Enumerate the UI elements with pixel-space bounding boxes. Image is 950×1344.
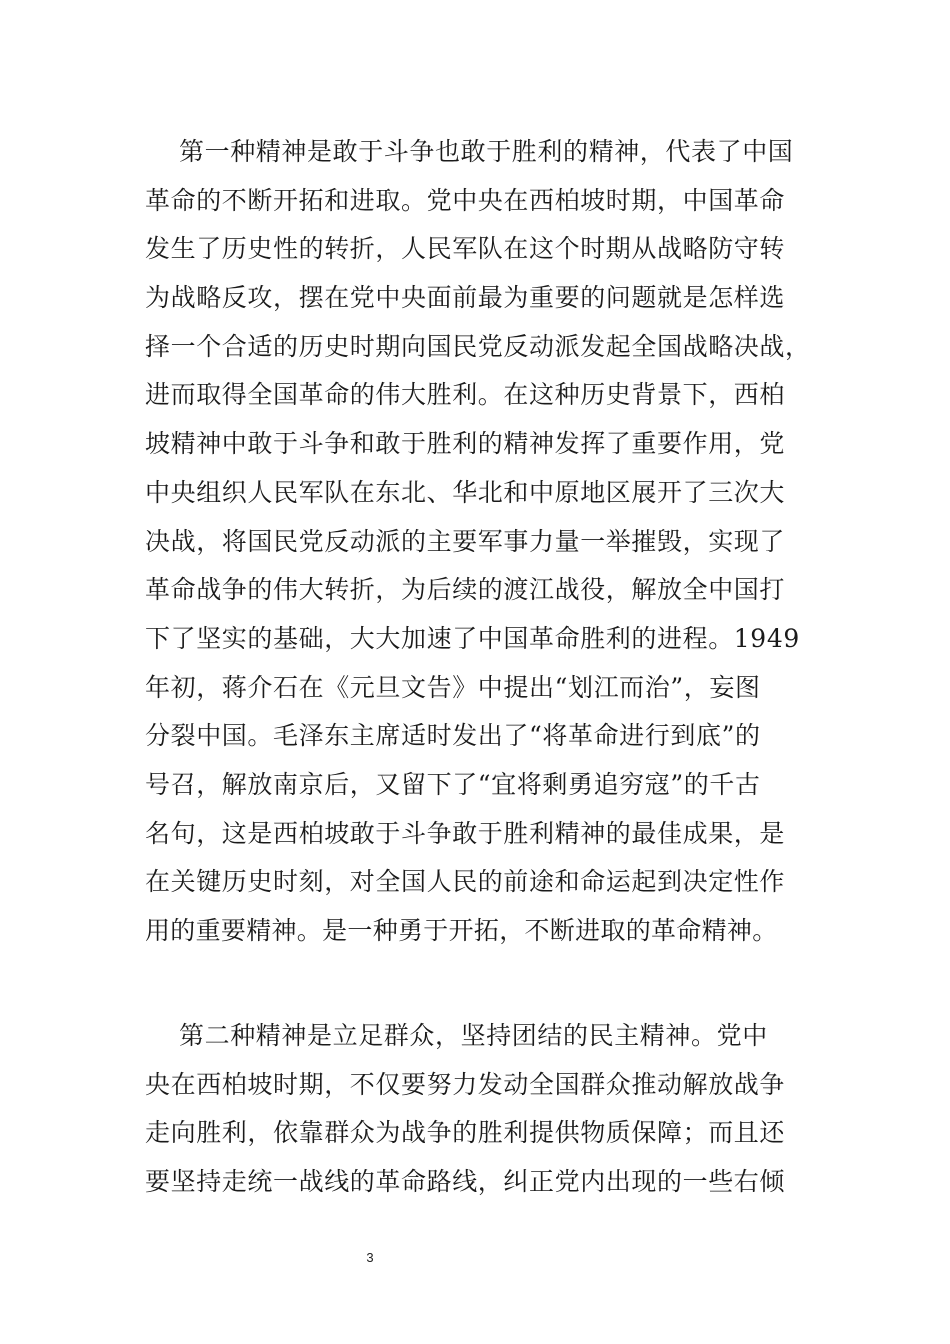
text-line: 第二种精神是立足群众，坚持团结的民主精神。党中 [179, 1021, 768, 1050]
text-line: 为战略反攻，摆在党中央面前最为重要的问题就是怎样选 [145, 283, 786, 313]
text-line: 名句，这是西柏坡敢于斗争敢于胜利精神的最佳成果，是 [145, 818, 786, 848]
text-line: 第一种精神是敢于斗争也敢于胜利的精神，代表了中国 [179, 137, 794, 166]
text-line: 下了坚实的基础，大大加速了中国革命胜利的进程。1949 [145, 623, 800, 653]
text-line: 择一个合适的历史时期向国民党反动派发起全国战略决战， [145, 331, 811, 361]
text-line: 号召，解放南京后，又留下了“宜将剩勇追穷寇”的千古 [145, 769, 761, 799]
text-line: 分裂中国。毛泽东主席适时发出了“将革命进行到底”的 [145, 721, 761, 751]
text-line: 用的重要精神。是一种勇于开拓，不断进取的革命精神。 [145, 916, 778, 945]
text-line: 央在西柏坡时期，不仅要努力发动全国群众推动解放战争 [145, 1069, 786, 1099]
text-line: 决战，将国民党反动派的主要军事力量一举摧毁，实现了 [145, 526, 786, 556]
text-line: 要坚持走统一战线的革命路线，纠正党内出现的一些右倾 [145, 1167, 786, 1197]
text-line: 在关键历史时刻，对全国人民的前途和命运起到决定性作 [145, 867, 786, 897]
page-number: 3 [366, 1250, 374, 1265]
text-line: 革命战争的伟大转折，为后续的渡江战役，解放全中国打 [145, 575, 786, 605]
text-line: 发生了历史性的转折，人民军队在这个时期从战略防守转 [145, 234, 786, 264]
text-line: 年初，蒋介石在《元旦文告》中提出“划江而治”，妄图 [145, 672, 761, 702]
text-line: 走向胜利，依靠群众为战争的胜利提供物质保障；而且还 [145, 1118, 786, 1148]
text-line: 革命的不断开拓和进取。党中央在西柏坡时期，中国革命 [145, 185, 786, 215]
text-line: 中央组织人民军队在东北、华北和中原地区展开了三次大 [145, 477, 786, 507]
paragraph-second-spirit [145, 1012, 807, 1207]
text-line: 进而取得全国革命的伟大胜利。在这种历史背景下，西柏 [145, 380, 786, 410]
paragraph-first-spirit [145, 128, 811, 956]
text-line: 坡精神中敢于斗争和敢于胜利的精神发挥了重要作用，党 [145, 429, 786, 459]
